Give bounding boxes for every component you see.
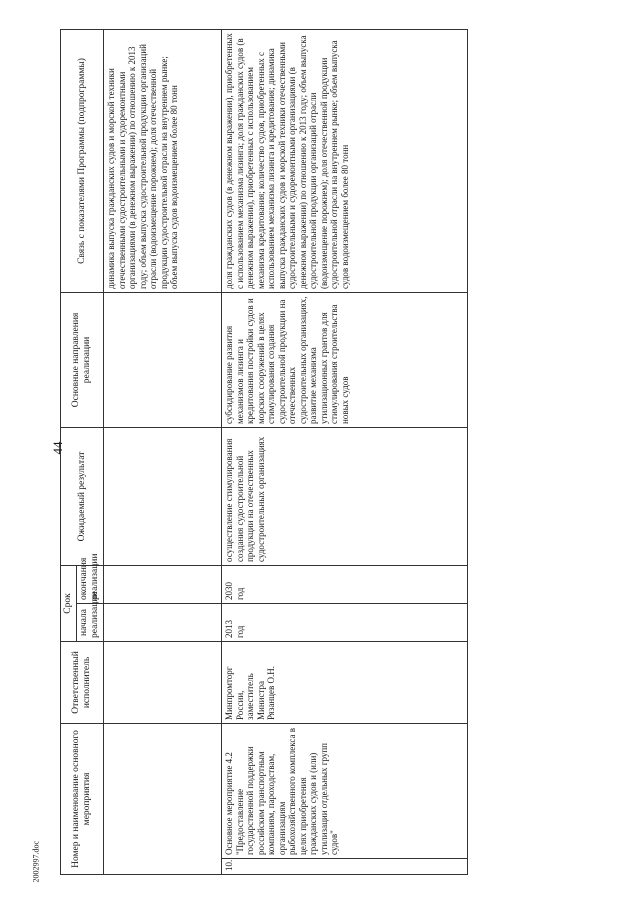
cell-empty xyxy=(104,603,222,641)
cell-activity-name: Основное мероприятие 4.2 "Предоставление государственной поддержки российским транспортным компаниям, пароходствам, организациям рыбохозяйственного комплекса в целях приобретения гражданских судов и (или) утилизации отдельных групп судов" xyxy=(222,723,468,858)
cell-links: доля гражданских судов (в денежном выражении), приобретенных с использованием механизма лизинга; доля гражданских судов (в денежном выражении), приобретенных с использованием механизма кредитования; количество судов, приобретенных с использованием механизма лизинга и кредитования; динамика выпуска гражданских судов и морской техники отечественными судостроительными и судоремонтными организациями (в денежном выражении) по отношению к 2013 году; объем выпуска судостроительной продукции организаций отрасли (водоизмещение порожнем); доля отечественной продукции судостроительной отрасли на внутреннем рынке; объем выпуска судов водоизмещением более 80 тонн xyxy=(222,29,468,292)
cell-executor: Минпромторг России, заместитель Министра Рязанцев О.Н. xyxy=(222,641,468,723)
header-row-1 xyxy=(61,29,77,874)
header-end: окончания реализации xyxy=(77,565,104,603)
header-term: Срок xyxy=(61,565,77,641)
cell-result: осуществление стимулирования создания судостроительной продукции на отечественных судостроительных организациях xyxy=(222,427,468,565)
cell-start: 2013 год xyxy=(222,603,468,641)
table-row xyxy=(104,29,222,874)
table-row xyxy=(222,29,468,874)
cell-empty xyxy=(104,723,222,874)
header-name: Номер и наименование основного мероприятия xyxy=(61,723,104,874)
cell-directions: субсидирование развития механизмов лизинга и кредитования постройки судов и морских сооружений в целях стимулирования создания судостроительной продукции на отечественных судостроительных организациях, развитие механизма утилизационных грантов для стимулирования строительства новых судов xyxy=(222,292,468,427)
header-links: Связь с показателями Программы (подпрограммы) xyxy=(61,29,104,292)
table-container xyxy=(60,30,510,875)
header-start: начала реализации xyxy=(77,603,104,641)
cell-empty xyxy=(104,565,222,603)
cell-empty xyxy=(104,292,222,427)
header-result: Ожидаемый результат xyxy=(61,427,104,565)
cell-end: 2030 год xyxy=(222,565,468,603)
rotated-page xyxy=(60,30,510,875)
footer-doc-ref: 2002997.doc xyxy=(31,840,41,883)
header-directions: Основные направления реализации xyxy=(61,292,104,427)
cell-row-number: 10. xyxy=(222,859,468,875)
page-number: 44 xyxy=(50,441,65,455)
header-executor: Ответственный исполнитель xyxy=(61,641,104,723)
program-table xyxy=(60,29,468,875)
cell-empty xyxy=(104,641,222,723)
cell-links-continued: динамика выпуска гражданских судов и морской техники отечественными судостроительными и судоремонтными организациями (в денежном выражении) по отношению к 2013 году; объем выпуска судостроительной продукции организаций отрасли (водоизмещение порожнем); доля отечественной продукции судостроительной отрасли на внутреннем рынке; объем выпуска судов водоизмещением более 80 тонн xyxy=(104,29,222,292)
cell-empty xyxy=(104,427,222,565)
